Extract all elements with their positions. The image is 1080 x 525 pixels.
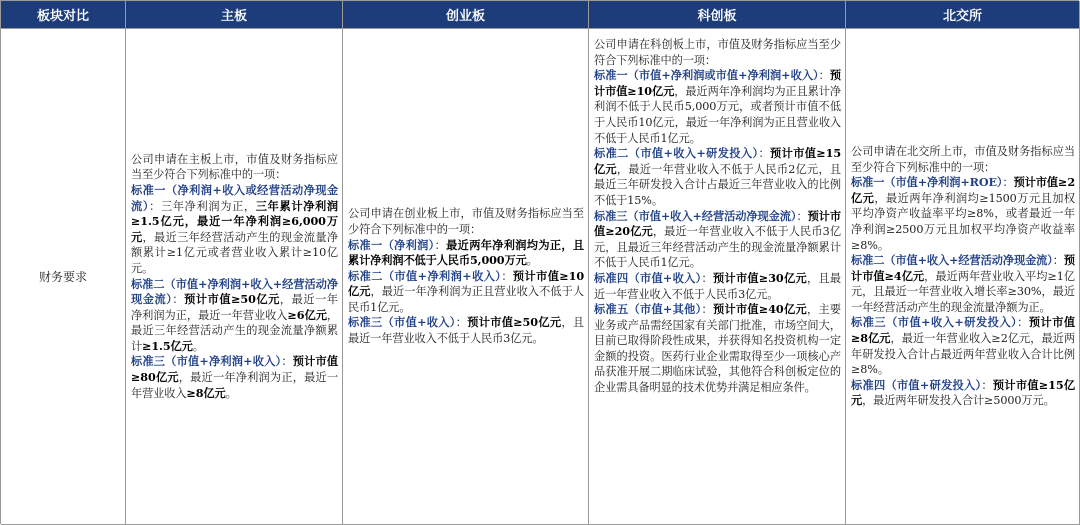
bse-intro: 公司申请在北交所上市，市值及财务指标应当至少符合下列标准中的一项： <box>851 144 1075 174</box>
main-board-standard-2: 标准二（市值+净利润+收入+经营活动净现金流）：预计市值≥50亿元，最近一年净利润为正，最近一年营业收入≥6亿元，最近三年经营活动产生的现金流量净额累计≥1.5亿元。 <box>131 276 338 353</box>
main-board-intro: 公司申请在主板上市，市值及财务指标应当至少符合下列标准中的一项： <box>131 152 338 182</box>
header-star-market: 科创板 <box>589 1 846 29</box>
bse-standard-4: 标准四（市值+研发投入）：预计市值≥15亿元，最近两年研发投入合计≥5000万元。 <box>851 377 1075 408</box>
chinext-standard-1: 标准一（净利润）：最近两年净利润均为正，且累计净利润不低于人民币5,000万元。 <box>348 237 584 268</box>
bse-cell <box>846 29 1080 525</box>
bse-standard-2: 标准二（市值+收入+经营活动净现金流）：预计市值≥4亿元，最近两年营业收入平均≥1亿元，且最近一年营业收入增长率≥30%，最近一年经营活动产生的现金流量净额为正。 <box>851 253 1075 314</box>
star-standard-5: 标准五（市值+其他）：预计市值≥40亿元，主要业务或产品需经国家有关部门批准，市场空间大，目前已取得阶段性成果，并获得知名投资机构一定金额的投资。医药行业企业需取得至少一项核心产品获准开展二期临床试验，其他符合科创板定位的企业需具备明显的技术优势并满足相应条件。 <box>594 302 842 395</box>
main-board-standard-1: 标准一（净利润+收入或经营活动净现金流）：三年净利润为正，三年累计净利润≥1.5亿元，最近一年净利润≥6,000万元，最近三年经营活动产生的现金流量净额累计≥1亿元或者营业收入累计≥10亿元。 <box>131 182 338 275</box>
chinext-cell <box>343 29 589 525</box>
star-standard-1: 标准一（市值+净利润或市值+净利润+收入）：预计市值≥10亿元，最近两年净利润均为正且累计净利润不低于人民币5,000万元，或者预计市值不低于人民币10亿元，最近一年净利润为正且营业收入不低于人民币1亿元。 <box>594 68 841 145</box>
header-main-board: 主板 <box>126 1 343 29</box>
star-intro: 公司申请在科创板上市，市值及财务指标应当至少符合下列标准中的一项： <box>594 38 841 67</box>
bse-standard-1: 标准一（市值+净利润+ROE）：预计市值≥2亿元，最近两年净利润均≥1500万元且加权平均净资产收益率平均≥8%，或者最近一年净利润≥2500万元且加权平均净资产收益率≥8%。 <box>851 175 1076 252</box>
header-bse: 北交所 <box>846 1 1080 29</box>
bse-standard-3: 标准三（市值+收入+研发投入）：预计市值≥8亿元，最近一年营业收入≥2亿元，最近两年研发投入合计占最近两年营业收入合计比例≥8%。 <box>851 315 1076 377</box>
chinext-standard-3: 标准三（市值+收入）：预计市值≥50亿元，且最近一年营业收入不低于人民币3亿元。 <box>348 315 584 346</box>
row-label-financial-requirements: 财务要求 <box>1 29 126 525</box>
chinext-intro: 公司申请在创业板上市，市值及财务指标应当至少符合下列标准中的一项： <box>348 207 584 236</box>
header-chinext: 创业板 <box>343 1 589 29</box>
star-market-cell <box>589 29 846 525</box>
star-standard-4: 标准四（市值+收入）：预计市值≥30亿元，且最近一年营业收入不低于人民币3亿元。 <box>594 270 842 301</box>
main-board-standard-3: 标准三（市值+净利润+收入）：预计市值≥80亿元，最近一年净利润为正，最近一年营业收入≥8亿元。 <box>131 354 339 400</box>
star-standard-3: 标准三（市值+收入+经营活动净现金流）：预计市值≥20亿元，最近一年营业收入不低于人民币3亿元，且最近三年经营活动产生的现金流量净额累计不低于人民币1亿元。 <box>594 208 842 270</box>
chinext-standard-2: 标准二（市值+净利润+收入）：预计市值≥10亿元，最近一年净利润为正且营业收入不低于人民币1亿元。 <box>348 268 585 314</box>
star-standard-2: 标准二（市值+收入+研发投入）：预计市值≥15亿元，最近一年营业收入不低于人民币2亿元，且最近三年研发投入合计占最近三年营业收入的比例不低于15%。 <box>594 146 842 207</box>
header-board-comparison: 板块对比 <box>1 1 126 29</box>
main-board-cell <box>126 29 343 525</box>
